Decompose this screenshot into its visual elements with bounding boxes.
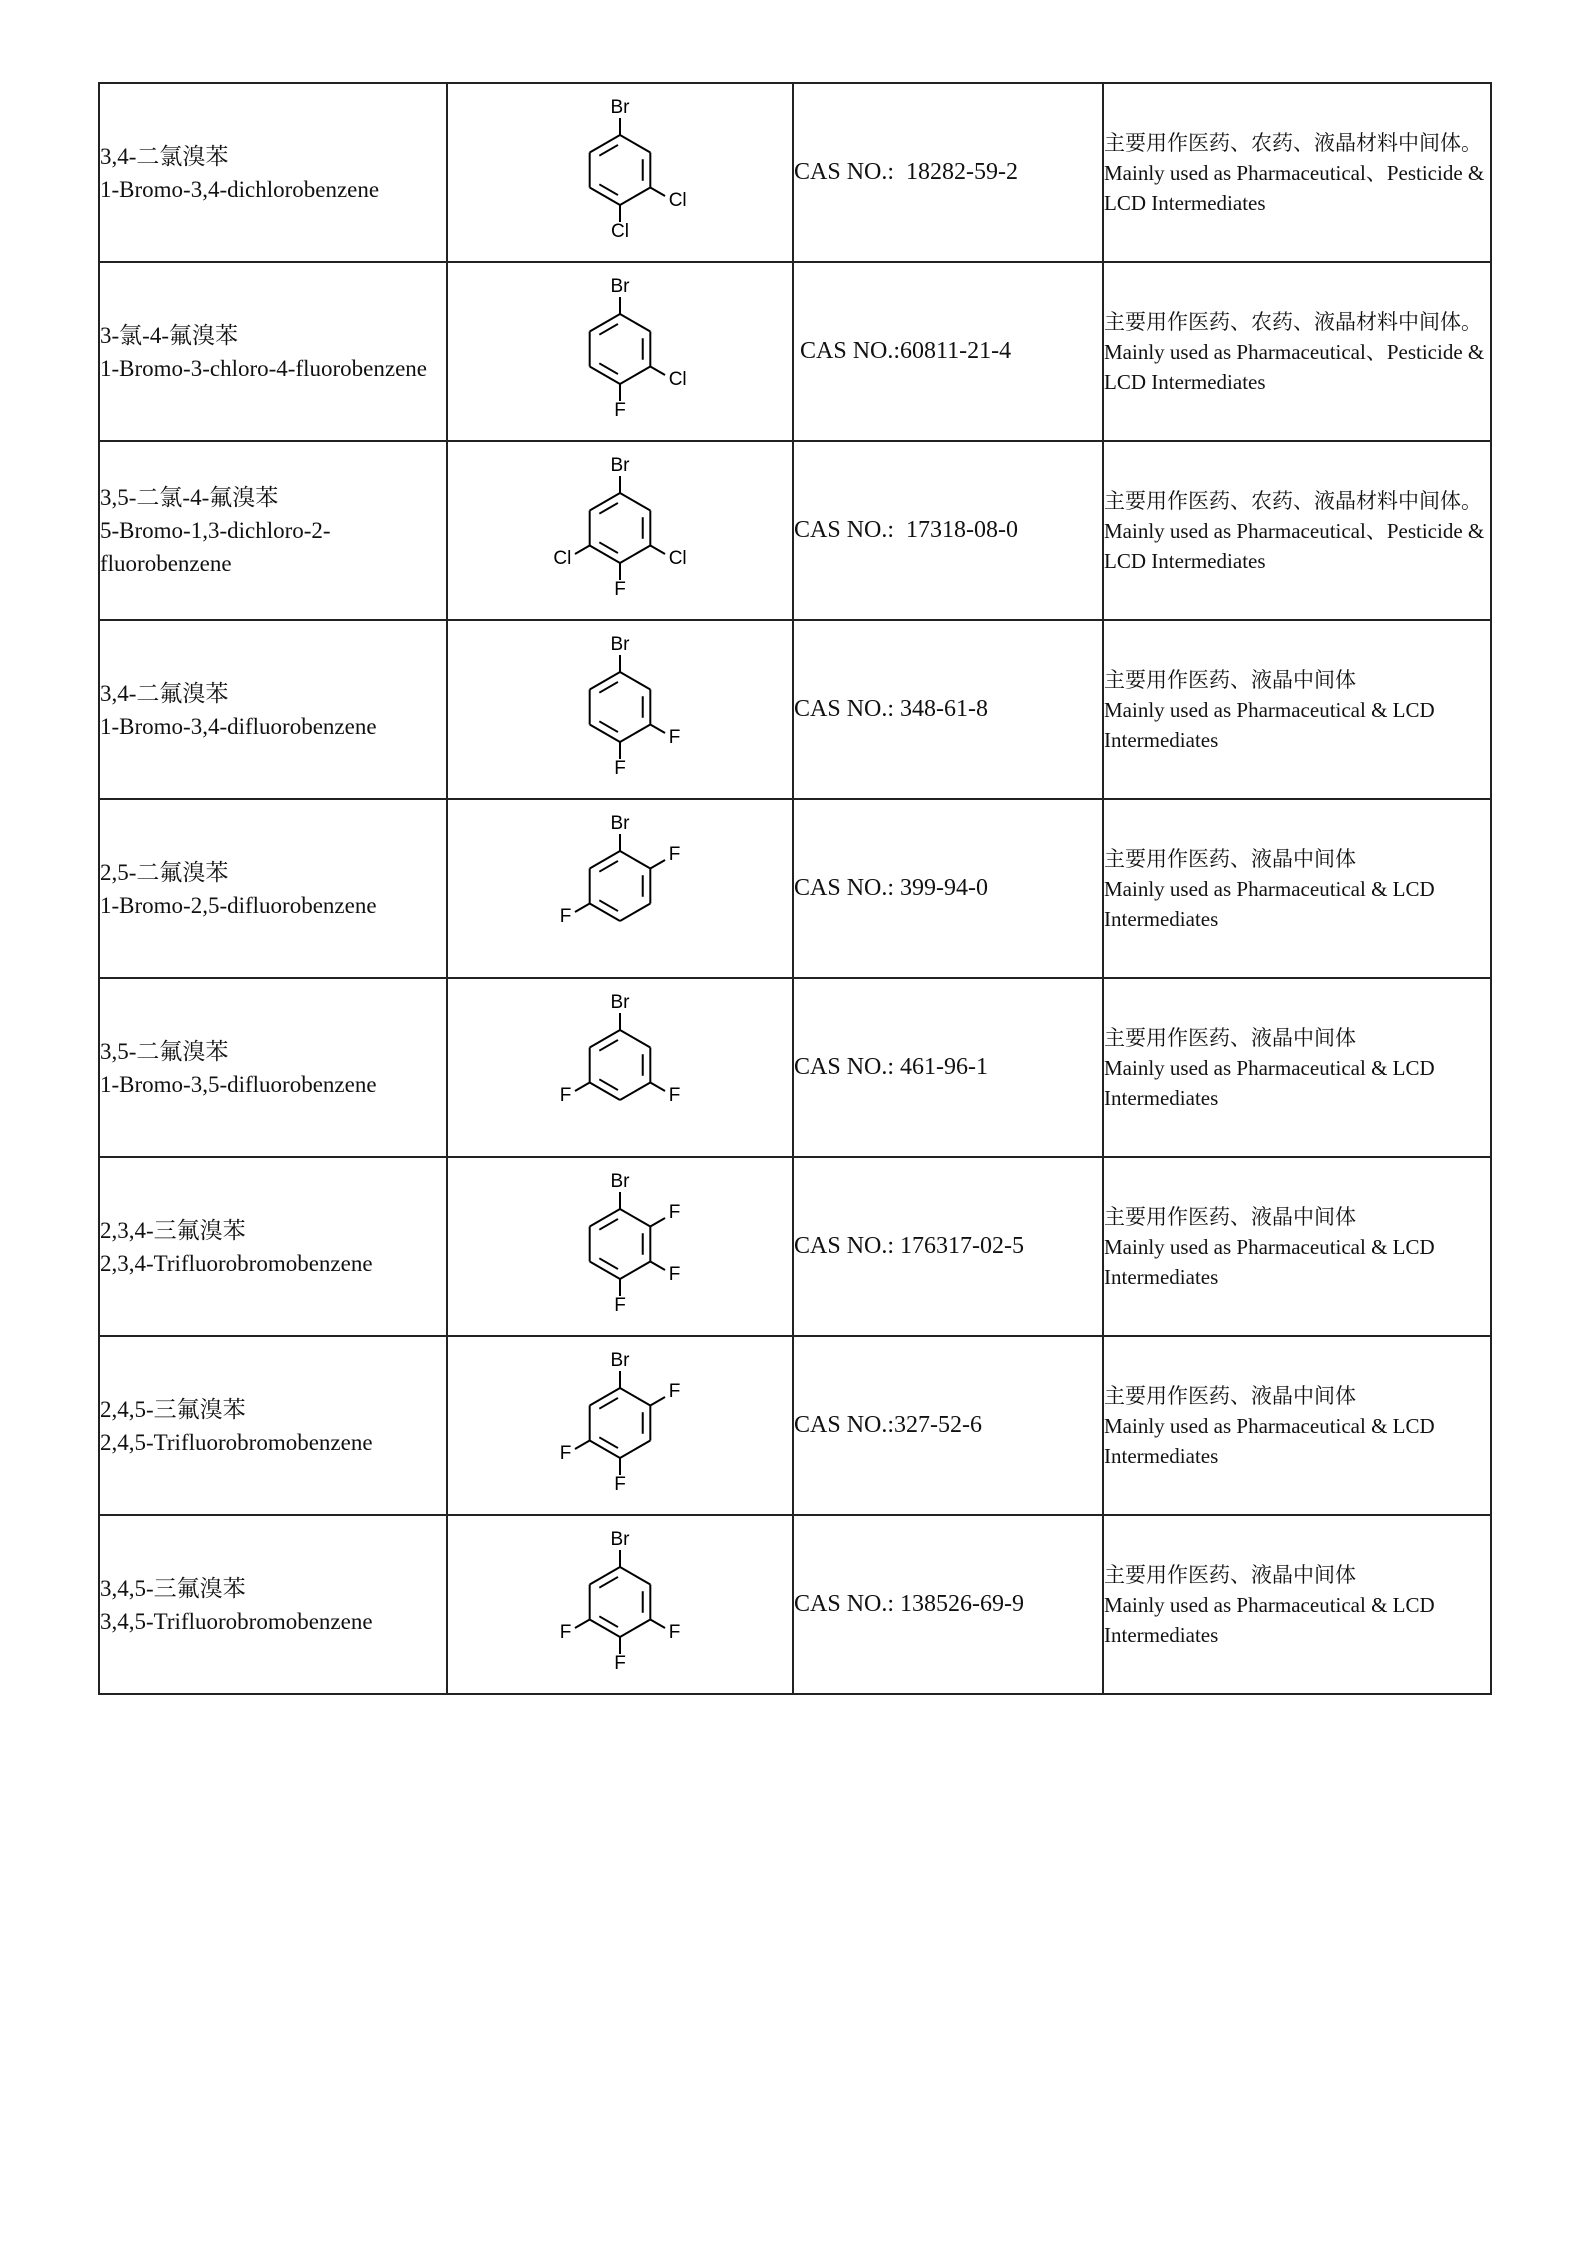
- product-name-en: 1-Bromo-3,5-difluorobenzene: [100, 1071, 377, 1097]
- usage-cell: [1103, 1336, 1491, 1515]
- cas-number: CAS NO.: 18282-59-2: [794, 159, 1019, 185]
- ring-bond: [590, 672, 620, 690]
- product-name-en: 1-Bromo-2,5-difluorobenzene: [100, 892, 377, 918]
- product-name-en: 2,3,4-Trifluorobromobenzene: [100, 1250, 373, 1276]
- double-bond: [599, 323, 618, 334]
- substituent-bond: [575, 1082, 590, 1091]
- product-name-cn: 2,3,4-三氟溴苯: [100, 1217, 246, 1243]
- structure-cell: [447, 799, 793, 978]
- ring-bond: [590, 493, 620, 511]
- chemical-structure: [515, 267, 725, 437]
- ring-bond: [620, 135, 650, 153]
- cas-number-cell: [793, 262, 1103, 441]
- product-name-cell: [99, 1515, 447, 1694]
- substituent-bond: [650, 1218, 665, 1227]
- ring-bond: [620, 1619, 650, 1637]
- structure-cell: [447, 1157, 793, 1336]
- ring-bond: [620, 187, 650, 205]
- ring-bond: [590, 314, 620, 332]
- double-bond: [599, 1039, 618, 1050]
- atom-label: Br: [610, 1170, 630, 1192]
- structure-cell: [447, 1336, 793, 1515]
- usage-en: Mainly used as Pharmaceutical & LCD Intermediates: [1104, 1234, 1435, 1289]
- table-row: [99, 262, 1491, 441]
- ring-bond: [620, 1440, 650, 1458]
- usage-cell: [1103, 83, 1491, 262]
- cas-number: CAS NO.: 348-61-8: [794, 696, 989, 722]
- double-bond: [599, 1258, 618, 1269]
- cas-number: CAS NO.: 138526-69-9: [794, 1591, 1025, 1617]
- substituent-bond: [575, 545, 590, 554]
- usage-cell: [1103, 620, 1491, 799]
- double-bond: [599, 502, 618, 513]
- substituent-bond: [650, 860, 665, 869]
- atom-label: F: [614, 1652, 626, 1674]
- chemical-structure: [515, 625, 725, 795]
- product-name-en: 3,4,5-Trifluorobromobenzene: [100, 1608, 373, 1634]
- product-name-cell: [99, 799, 447, 978]
- cas-number: CAS NO.: 176317-02-5: [794, 1233, 1025, 1259]
- usage-en: Mainly used as Pharmaceutical & LCD Intermediates: [1104, 1592, 1435, 1647]
- ring-bond: [590, 545, 620, 563]
- ring-bond: [620, 1261, 650, 1279]
- substituent-bond: [650, 724, 665, 733]
- atom-label: F: [614, 757, 626, 779]
- product-name-cell: [99, 441, 447, 620]
- atom-label: F: [668, 1201, 681, 1223]
- substituent-bond: [575, 1440, 590, 1449]
- cas-number-cell: [793, 1157, 1103, 1336]
- ring-bond: [590, 1567, 620, 1585]
- double-bond: [599, 363, 618, 374]
- double-bond: [599, 184, 618, 195]
- usage-cn: 主要用作医药、农药、液晶材料中间体。: [1104, 309, 1482, 334]
- product-table: [98, 82, 1492, 1695]
- ring-bond: [620, 672, 650, 690]
- atom-label: F: [614, 1294, 626, 1316]
- usage-en: Mainly used as Pharmaceutical & LCD Intermediates: [1104, 1055, 1435, 1110]
- atom-label: Br: [610, 275, 630, 297]
- ring-bond: [620, 1030, 650, 1048]
- double-bond: [599, 860, 618, 871]
- ring-bond: [590, 1030, 620, 1048]
- ring-bond: [590, 1388, 620, 1406]
- structure-cell: [447, 83, 793, 262]
- cas-number: CAS NO.:327-52-6: [794, 1412, 983, 1438]
- cas-number: CAS NO.: 461-96-1: [794, 1054, 989, 1080]
- cas-number: CAS NO.: 399-94-0: [794, 875, 989, 901]
- product-name-cn: 3,4,5-三氟溴苯: [100, 1575, 246, 1601]
- usage-cn: 主要用作医药、农药、液晶材料中间体。: [1104, 130, 1482, 155]
- ring-bond: [620, 1388, 650, 1406]
- ring-bond: [590, 1261, 620, 1279]
- ring-bond: [620, 493, 650, 511]
- ring-bond: [590, 135, 620, 153]
- ring-bond: [620, 1567, 650, 1585]
- substituent-bond: [575, 1619, 590, 1628]
- double-bond: [599, 681, 618, 692]
- substituent-bond: [650, 187, 665, 196]
- atom-label: Cl: [668, 189, 687, 211]
- cas-number-cell: [793, 83, 1103, 262]
- usage-en: Mainly used as Pharmaceutical & LCD Intermediates: [1104, 1413, 1435, 1468]
- product-name-cn: 3-氯-4-氟溴苯: [100, 322, 238, 348]
- usage-en: Mainly used as Pharmaceutical、Pesticide & LCD Intermediates: [1104, 518, 1485, 573]
- chemical-structure: [515, 804, 725, 974]
- ring-bond: [620, 1209, 650, 1227]
- double-bond: [599, 1079, 618, 1090]
- table-row: [99, 83, 1491, 262]
- double-bond: [599, 144, 618, 155]
- atom-label: F: [668, 1380, 681, 1402]
- atom-label: F: [614, 399, 626, 421]
- substituent-bond: [650, 1397, 665, 1406]
- double-bond: [599, 900, 618, 911]
- product-name-cn: 2,5-二氟溴苯: [100, 859, 229, 885]
- structure-cell: [447, 262, 793, 441]
- ring-bond: [620, 366, 650, 384]
- ring-bond: [620, 314, 650, 332]
- usage-cn: 主要用作医药、液晶中间体: [1104, 846, 1356, 871]
- double-bond: [599, 1397, 618, 1408]
- product-name-en: 1-Bromo-3,4-dichlorobenzene: [100, 176, 380, 202]
- double-bond: [599, 1218, 618, 1229]
- ring-bond: [590, 1209, 620, 1227]
- table-row: [99, 1515, 1491, 1694]
- substituent-bond: [650, 1261, 665, 1270]
- usage-cell: [1103, 799, 1491, 978]
- cas-number-cell: [793, 1336, 1103, 1515]
- product-name-cn: 2,4,5-三氟溴苯: [100, 1396, 246, 1422]
- cas-number-cell: [793, 799, 1103, 978]
- ring-bond: [590, 851, 620, 869]
- usage-cell: [1103, 441, 1491, 620]
- atom-label: F: [614, 1473, 626, 1495]
- cas-number-cell: [793, 978, 1103, 1157]
- product-name-cell: [99, 1336, 447, 1515]
- substituent-bond: [650, 1082, 665, 1091]
- structure-cell: [447, 978, 793, 1157]
- product-name-cell: [99, 620, 447, 799]
- double-bond: [599, 1437, 618, 1448]
- usage-cell: [1103, 1157, 1491, 1336]
- atom-label: Cl: [668, 368, 687, 390]
- product-name-cell: [99, 978, 447, 1157]
- atom-label: F: [559, 905, 572, 927]
- product-name-en: 5-Bromo-1,3-dichloro-2-fluorobenzene: [100, 518, 331, 576]
- ring-bond: [590, 1619, 620, 1637]
- usage-cell: [1103, 262, 1491, 441]
- cas-number-cell: [793, 441, 1103, 620]
- product-name-cn: 3,4-二氟溴苯: [100, 680, 229, 706]
- ring-bond: [620, 851, 650, 869]
- substituent-bond: [575, 903, 590, 912]
- atom-label: F: [668, 1263, 681, 1285]
- chemical-structure: [515, 446, 725, 616]
- ring-bond: [620, 724, 650, 742]
- double-bond: [599, 542, 618, 553]
- product-name-en: 1-Bromo-3-chloro-4-fluorobenzene: [100, 355, 427, 381]
- product-name-cn: 3,5-二氯-4-氟溴苯: [100, 485, 279, 510]
- usage-cell: [1103, 978, 1491, 1157]
- product-name-en: 2,4,5-Trifluorobromobenzene: [100, 1429, 373, 1455]
- product-name-cell: [99, 262, 447, 441]
- ring-bond: [620, 545, 650, 563]
- table-row: [99, 441, 1491, 620]
- atom-label: F: [559, 1442, 572, 1464]
- atom-label: F: [668, 1084, 681, 1106]
- table-row: [99, 978, 1491, 1157]
- chemical-structure: [515, 1341, 725, 1511]
- cas-number: CAS NO.:60811-21-4: [794, 338, 1012, 364]
- usage-en: Mainly used as Pharmaceutical、Pesticide & LCD Intermediates: [1104, 339, 1485, 394]
- usage-cn: 主要用作医药、液晶中间体: [1104, 1025, 1356, 1050]
- product-name-en: 1-Bromo-3,4-difluorobenzene: [100, 713, 377, 739]
- ring-bond: [620, 1082, 650, 1100]
- usage-cn: 主要用作医药、农药、液晶材料中间体。: [1104, 488, 1482, 513]
- atom-label: Br: [610, 1528, 630, 1550]
- usage-cn: 主要用作医药、液晶中间体: [1104, 667, 1356, 692]
- usage-en: Mainly used as Pharmaceutical & LCD Intermediates: [1104, 697, 1435, 752]
- usage-cell: [1103, 1515, 1491, 1694]
- ring-bond: [590, 1440, 620, 1458]
- double-bond: [599, 1616, 618, 1627]
- atom-label: Br: [610, 633, 630, 655]
- atom-label: F: [559, 1084, 572, 1106]
- table-row: [99, 799, 1491, 978]
- chemical-structure: [515, 1520, 725, 1690]
- atom-label: Br: [610, 1349, 630, 1371]
- product-name-cn: 3,5-二氟溴苯: [100, 1038, 229, 1064]
- atom-label: F: [668, 1621, 681, 1643]
- ring-bond: [590, 1082, 620, 1100]
- ring-bond: [590, 187, 620, 205]
- atom-label: Cl: [668, 547, 687, 569]
- atom-label: Br: [610, 812, 630, 834]
- chemical-structure: [515, 1162, 725, 1332]
- cas-number: CAS NO.: 17318-08-0: [794, 517, 1019, 543]
- usage-en: Mainly used as Pharmaceutical、Pesticide & LCD Intermediates: [1104, 160, 1485, 215]
- ring-bond: [620, 903, 650, 921]
- ring-bond: [590, 724, 620, 742]
- ring-bond: [590, 903, 620, 921]
- chemical-structure: [515, 983, 725, 1153]
- product-name-cell: [99, 1157, 447, 1336]
- table-row: [99, 1157, 1491, 1336]
- atom-label: Br: [610, 96, 630, 118]
- product-name-cn: 3,4-二氯溴苯: [100, 143, 229, 169]
- atom-label: Cl: [553, 547, 572, 569]
- atom-label: F: [668, 726, 681, 748]
- ring-bond: [590, 366, 620, 384]
- atom-label: F: [559, 1621, 572, 1643]
- product-table-body: [99, 83, 1491, 1694]
- table-row: [99, 620, 1491, 799]
- usage-cn: 主要用作医药、液晶中间体: [1104, 1204, 1356, 1229]
- structure-cell: [447, 620, 793, 799]
- substituent-bond: [650, 545, 665, 554]
- cas-number-cell: [793, 1515, 1103, 1694]
- atom-label: F: [614, 578, 626, 600]
- product-name-cell: [99, 83, 447, 262]
- substituent-bond: [650, 366, 665, 375]
- usage-cn: 主要用作医药、液晶中间体: [1104, 1562, 1356, 1587]
- atom-label: Br: [610, 454, 630, 476]
- double-bond: [599, 721, 618, 732]
- atom-label: Br: [610, 991, 630, 1013]
- usage-cn: 主要用作医药、液晶中间体: [1104, 1383, 1356, 1408]
- usage-en: Mainly used as Pharmaceutical & LCD Intermediates: [1104, 876, 1435, 931]
- cas-number-cell: [793, 620, 1103, 799]
- atom-label: F: [668, 843, 681, 865]
- atom-label: Cl: [611, 220, 629, 242]
- chemical-structure: [515, 88, 725, 258]
- structure-cell: [447, 1515, 793, 1694]
- substituent-bond: [650, 1619, 665, 1628]
- table-row: [99, 1336, 1491, 1515]
- double-bond: [599, 1576, 618, 1587]
- structure-cell: [447, 441, 793, 620]
